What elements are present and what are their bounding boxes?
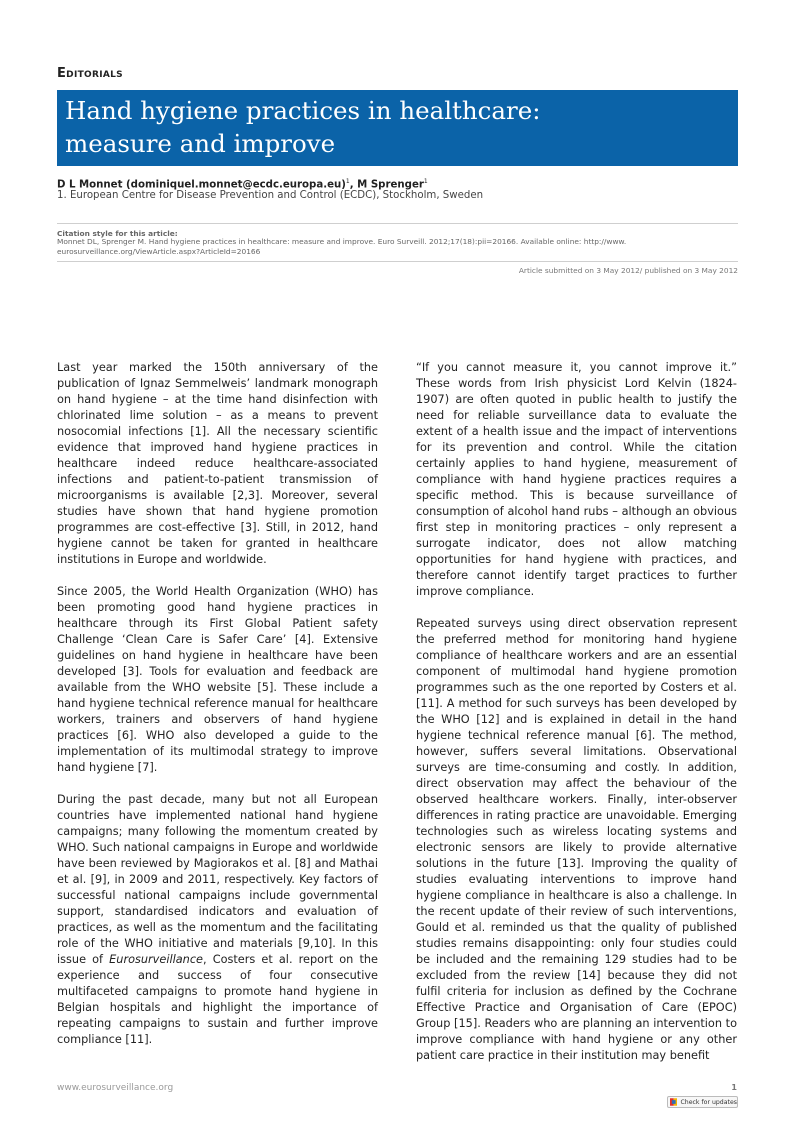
author-2: , M Sprenger: [349, 179, 424, 191]
divider-top: [57, 223, 738, 224]
journal-name: Eurosurveillance: [109, 953, 203, 966]
paragraph-text: During the past decade, many but not all European countries have implemented national hand hygiene campaigns; many following the momentum created by WHO. Such national campaigns in Europe and worldwide have been reviewed by Magiorakos et al. [8] and Mathai et al. [9], in 2009 and 2011, respectively. Key factors of successful national campaigns include governmental support, standardised indicators and evaluation of practices, as well as the momentum and the facilitating role of the WHO initiative and materials [9,10]. In this issue of: [57, 793, 378, 966]
author-1: D L Monnet (dominiquel.monnet@ecdc.europa.eu): [57, 179, 346, 191]
author-2-affil-mark: 1: [423, 178, 428, 185]
paragraph: Since 2005, the World Health Organization (WHO) has been promoting good hand hygiene practices in healthcare through its First Global Patient safety Challenge ‘Clean Care is Safer Care’ [4]. Extensive guidelines on hand hygiene in healthcare have been developed [3]. Tools for evaluation and feedback are available from the WHO website [5]. These include a hand hygiene technical reference manual for healthcare workers, trainers and observers of hand hygiene practices [6]. WHO also developed a guide to the implementation of its multimodal strategy to improve hand hygiene [7].: [57, 585, 378, 774]
paragraph: Repeated surveys using direct observation represent the preferred method for monitoring hand hygiene compliance of healthcare workers and are an essential component of multimodal hand hygiene promotion programmes such as the one reported by Costers et al. [11]. A method for such surveys has been developed by the WHO [12] and is explained in detail in the hand hygiene technical reference manual [6]. The method, however, suffers several limitations. Observational surveys are time-consuming and costly. In addition, direct observation may affect the behaviour of the observed healthcare workers. Finally, inter-observer differences in rating practice are unavoidable. Emerging technologies such as wireless locating systems and electronic sensors are likely to provide alternative solutions in the future [13]. Improving the quality of studies evaluating interventions to improve hand hygiene compliance in healthcare is also a challenge. In the recent update of their review of such interventions, Gould et al. reminded us that the quality of published studies remains disappointing: only four studies could be included and the remaining 129 studies had to be excluded from the review [14] because they did not fulfil criteria for inclusion as defined by the Cochrane Effective Practice and Organisation of Care (EPOC) Group [15]. Readers who are planning an intervention to improve compliance with hand hygiene or any other patient care practice in their institution may benefit: [416, 617, 737, 1062]
page-number: 1: [731, 1083, 737, 1092]
submission-date: Article submitted on 3 May 2012/ published on 3 May 2012: [518, 266, 738, 275]
citation-text-line-1: Monnet DL, Sprenger M. Hand hygiene practices in healthcare: measure and improve. Euro Surveill. 2012;17(18):pii=20166. Available online: http://www.: [57, 237, 627, 246]
article-title-line-2: measure and improve: [65, 129, 336, 158]
footer-url[interactable]: www.eurosurveillance.org: [57, 1083, 174, 1093]
paragraph: Last year marked the 150th anniversary of the publication of Ignaz Semmelweis’ landmark monograph on hand hygiene – at the time hand disinfection with chlorinated lime solution – as a means to prevent nosocomial infections [1]. All the necessary scientific evidence that improved hand hygiene practices in healthcare indeed reduce healthcare-associated infections and patient-to-patient transmission of microorganisms is available [2,3]. Moreover, several studies have shown that hand hygiene promotion programmes are cost-effective [3]. Still, in 2012, hand hygiene cannot be taken for granted in healthcare institutions in Europe and worldwide.: [57, 361, 378, 566]
section-label: Editorials: [57, 66, 123, 81]
paragraph-text: , Costers et al. report on the experience and success of four consecutive multifaceted campaigns to promote hand hygiene in Belgian hospitals and highlight the importance of repeating campaigns to sustain and further improve compliance [11].: [57, 953, 378, 1046]
paragraph: “If you cannot measure it, you cannot improve it.” These words from Irish physicist Lord Kelvin (1824-1907) are often quoted in public health to justify the need for reliable surveillance data to evaluate the extent of a health issue and the impact of interventions for its prevention and control. While the citation certainly applies to hand hygiene, measurement of compliance with hand hygiene practices requires a specific method. This is because surveillance of consumption of alcohol hand rubs – although an obvious first step in monitoring practices – only represent a surrogate indicator, does not allow matching opportunities for hand hygiene with practices, and therefore cannot identify target practices to further improve compliance.: [416, 361, 737, 598]
crossmark-icon: [670, 1098, 677, 1106]
paragraph: [57, 792, 378, 1048]
body-column-right: [416, 360, 737, 1080]
citation-text-line-2: eurosurveillance.org/ViewArticle.aspx?ArticleId=20166: [57, 247, 261, 256]
author-1-affil-mark: 1: [345, 178, 350, 185]
author-line: [57, 178, 428, 190]
divider-bottom: [57, 261, 738, 262]
article-title-line-1: Hand hygiene practices in healthcare:: [65, 96, 541, 125]
article-title-banner: [57, 90, 738, 166]
affiliation: 1. European Centre for Disease Prevention and Control (ECDC), Stockholm, Sweden: [57, 190, 484, 201]
check-for-updates-button[interactable]: [667, 1096, 738, 1108]
check-for-updates-label: Check for updates: [680, 1098, 737, 1106]
citation-label: Citation style for this article:: [57, 229, 178, 238]
body-column-left: [57, 360, 378, 1064]
